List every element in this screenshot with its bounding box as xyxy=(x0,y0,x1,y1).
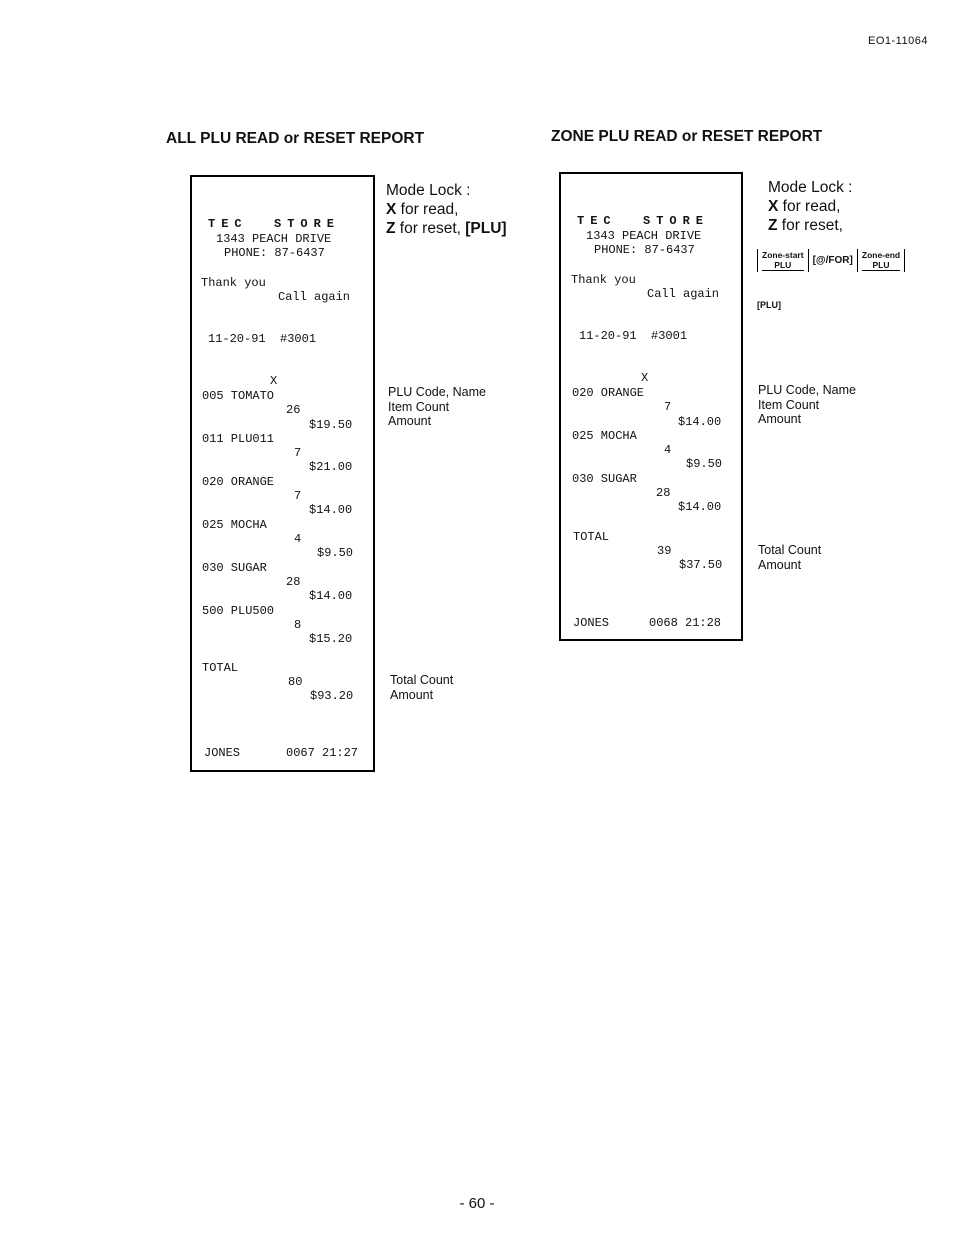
receipt-footer-info: 0068 21:28 xyxy=(649,616,722,630)
receipt-item-name: 025 MOCHA xyxy=(572,429,637,443)
receipt-store-name: TEC STORE xyxy=(208,217,341,231)
page-number: - 60 - xyxy=(459,1195,495,1212)
receipt-item-amount: $21.00 xyxy=(309,460,353,474)
zone-start-plu-label: PLU xyxy=(762,260,804,271)
receipt-item-name: 030 SUGAR xyxy=(202,561,267,575)
receipt-item-name: 500 PLU500 xyxy=(202,604,275,618)
receipt-item-amount: $14.00 xyxy=(309,589,353,603)
zone-start-label: Zone-start xyxy=(762,250,804,260)
right-item-notes xyxy=(758,383,856,427)
all-plu-receipt xyxy=(190,175,375,772)
x-for-read: for read, xyxy=(778,198,841,215)
receipt-total-label: TOTAL xyxy=(202,661,239,675)
plu-key: [PLU] xyxy=(465,220,507,237)
receipt-phone: PHONE: 87-6437 xyxy=(224,246,325,260)
receipt-footer-info: 0067 21:27 xyxy=(286,746,359,760)
receipt-date: 11-20-91 #3001 xyxy=(208,332,317,346)
z-for-reset: for reset, xyxy=(777,217,843,234)
zone-key-sequence xyxy=(757,249,905,272)
receipt-item-count: 7 xyxy=(664,400,672,414)
receipt-total-amount: $93.20 xyxy=(310,689,354,703)
receipt-item-name: 020 ORANGE xyxy=(202,475,275,489)
zone-end-plu-label: PLU xyxy=(862,260,900,271)
x-key: X xyxy=(768,198,779,215)
receipt-item-amount: $14.00 xyxy=(678,500,722,514)
z-key: Z xyxy=(386,220,396,237)
receipt-item-count: 26 xyxy=(286,403,301,417)
receipt-item-count: 28 xyxy=(286,575,301,589)
receipt-address: 1343 PEACH DRIVE xyxy=(586,229,702,243)
receipt-date: 11-20-91 #3001 xyxy=(579,329,688,343)
receipt-call-again: Call again xyxy=(278,290,351,304)
receipt-item-count: 4 xyxy=(664,443,672,457)
receipt-item-amount: $19.50 xyxy=(309,418,353,432)
mode-lock-label: Mode Lock : xyxy=(768,179,853,196)
note-plu-code: PLU Code, Name xyxy=(388,385,486,399)
z-for-reset: for reset, xyxy=(395,220,466,237)
receipt-item-count: 7 xyxy=(294,446,302,460)
receipt-item-name: 011 PLU011 xyxy=(202,432,275,446)
left-mode-lock xyxy=(386,181,507,238)
right-total-notes xyxy=(758,543,821,572)
left-total-notes xyxy=(390,673,453,702)
receipt-total-label: TOTAL xyxy=(573,530,610,544)
document-id: EO1-11064 xyxy=(868,35,928,47)
receipt-item-amount: $14.00 xyxy=(678,415,722,429)
receipt-store-name: TEC STORE xyxy=(577,214,710,228)
receipt-total-count: 39 xyxy=(657,544,672,558)
note-total-count: Total Count xyxy=(390,673,454,687)
note-amount: Amount xyxy=(758,412,802,426)
receipt-footer-name: JONES xyxy=(573,616,610,630)
receipt-item-name: 030 SUGAR xyxy=(572,472,637,486)
receipt-item-amount: $9.50 xyxy=(317,546,354,560)
receipt-item-amount: $15.20 xyxy=(309,632,353,646)
receipt-item-name: 005 TOMATO xyxy=(202,389,275,403)
zone-end-plu-key xyxy=(857,249,905,272)
for-key: [@/FOR] xyxy=(812,255,853,266)
left-item-notes xyxy=(388,385,486,429)
receipt-total-amount: $37.50 xyxy=(679,558,723,572)
zone-start-plu-key xyxy=(757,249,809,272)
zone-plu-receipt xyxy=(559,172,743,641)
receipt-item-name: 020 ORANGE xyxy=(572,386,645,400)
receipt-footer-name: JONES xyxy=(204,746,241,760)
note-item-count: Item Count xyxy=(388,399,450,414)
receipt-item-count: 7 xyxy=(294,489,302,503)
receipt-mode-mark: X xyxy=(641,371,649,385)
note-total-amount: Amount xyxy=(390,687,434,702)
note-total-amount: Amount xyxy=(758,557,802,572)
receipt-mode-mark: X xyxy=(270,374,278,388)
note-total-count: Total Count xyxy=(758,543,822,557)
receipt-item-count: 28 xyxy=(656,486,671,500)
right-mode-lock xyxy=(768,178,852,235)
x-for-read: for read, xyxy=(396,201,459,218)
z-key: Z xyxy=(768,217,778,234)
receipt-item-count: 8 xyxy=(294,618,302,632)
note-amount: Amount xyxy=(388,414,432,428)
receipt-address: 1343 PEACH DRIVE xyxy=(216,232,332,246)
receipt-phone: PHONE: 87-6437 xyxy=(594,243,695,257)
all-plu-heading: ALL PLU READ or RESET REPORT xyxy=(166,130,425,147)
receipt-item-amount: $14.00 xyxy=(309,503,353,517)
receipt-total-count: 80 xyxy=(288,675,303,689)
receipt-item-count: 4 xyxy=(294,532,302,546)
zone-end-label: Zone-end xyxy=(861,250,901,260)
receipt-item-amount: $9.50 xyxy=(686,457,723,471)
receipt-thanks: Thank you xyxy=(201,276,266,290)
receipt-item-name: 025 MOCHA xyxy=(202,518,267,532)
plu-key-label: [PLU] xyxy=(757,300,781,310)
receipt-thanks: Thank you xyxy=(571,273,636,287)
zone-plu-heading: ZONE PLU READ or RESET REPORT xyxy=(551,128,823,145)
note-item-count: Item Count xyxy=(758,397,820,412)
x-key: X xyxy=(386,201,397,218)
note-plu-code: PLU Code, Name xyxy=(758,383,856,397)
receipt-call-again: Call again xyxy=(647,287,720,301)
mode-lock-label: Mode Lock : xyxy=(386,182,471,199)
